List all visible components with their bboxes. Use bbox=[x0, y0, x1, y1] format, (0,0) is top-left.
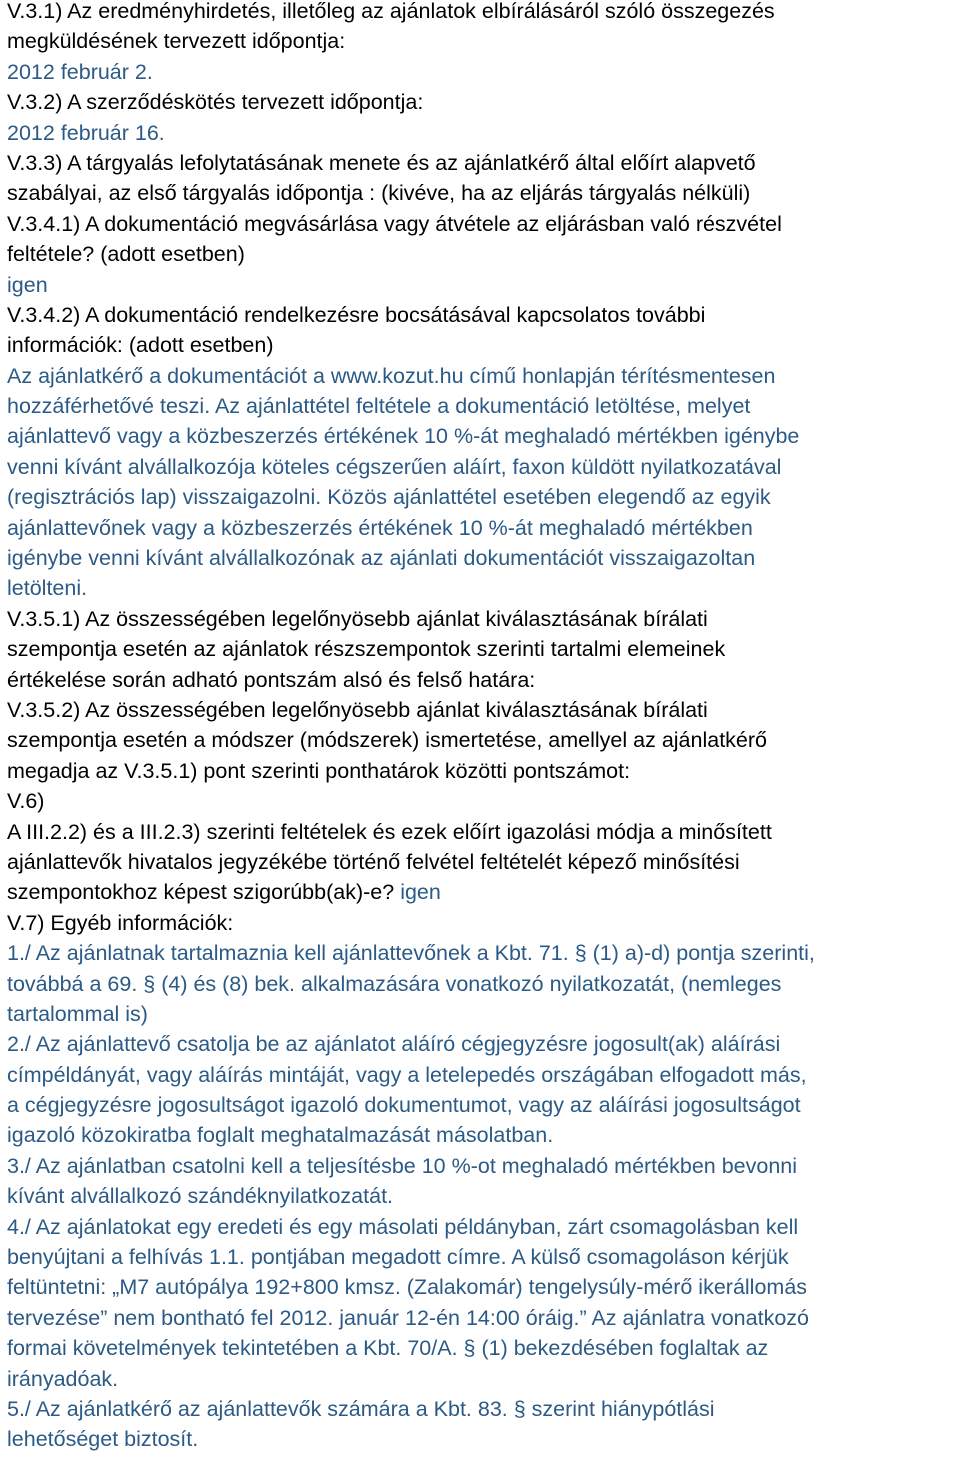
text-line bbox=[7, 695, 954, 725]
field-value: 2012 február 16. bbox=[7, 120, 165, 145]
text-line bbox=[7, 1029, 954, 1059]
field-value: Az ajánlatkérő a dokumentációt a www.kozut.hu című honlapján térítésmentesen bbox=[7, 363, 776, 388]
text-line bbox=[7, 300, 954, 330]
field-label: V.3.5.1) Az összességében legelőnyösebb ajánlat kiválasztásának bírálati bbox=[7, 606, 708, 631]
text-line bbox=[7, 543, 954, 573]
text-line bbox=[7, 513, 954, 543]
field-value: letölteni. bbox=[7, 576, 88, 601]
field-label: V.3.4.1) A dokumentáció megvásárlása vagy átvétele az eljárásban való részvétel bbox=[7, 211, 782, 236]
text-line bbox=[7, 421, 954, 451]
field-label: információk: (adott esetben) bbox=[7, 333, 274, 358]
field-value: hozzáférhetővé teszi. Az ajánlattétel feltétele a dokumentáció letöltése, melyet bbox=[7, 394, 751, 419]
field-label: A III.2.2) és a III.2.3) szerinti feltételek és ezek előírt igazolási módja a minősített bbox=[7, 819, 772, 844]
field-value: címpéldányát, vagy aláírás mintáját, vagy a letelepedés országában elfogadott más, bbox=[7, 1062, 807, 1087]
text-line bbox=[7, 573, 954, 603]
text-line bbox=[7, 1272, 954, 1302]
field-label: V.3.2) A szerződéskötés tervezett időpontja: bbox=[7, 90, 424, 115]
text-line bbox=[7, 604, 954, 634]
text-line bbox=[7, 26, 954, 56]
field-label: V.3.4.2) A dokumentáció rendelkezésre bocsátásával kapcsolatos további bbox=[7, 302, 706, 327]
field-value: formai követelmények tekintetében a Kbt. 70/A. § (1) bekezdésében foglaltak az bbox=[7, 1336, 769, 1361]
text-line bbox=[7, 391, 954, 421]
text-line bbox=[7, 908, 954, 938]
field-value: igen bbox=[400, 880, 441, 905]
text-line bbox=[7, 1303, 954, 1333]
field-label: szempontja esetén a módszer (módszerek) ismertetése, amellyel az ajánlatkérő bbox=[7, 728, 767, 753]
field-label: feltétele? (adott esetben) bbox=[7, 242, 245, 267]
field-value: tervezése” nem bontható fel 2012. január 12-én 14:00 óráig.” Az ajánlatra vonatkozó bbox=[7, 1305, 809, 1330]
text-line bbox=[7, 665, 954, 695]
field-value: 3./ Az ajánlatban csatolni kell a teljesítésbe 10 %-ot meghaladó mértékben bevonni bbox=[7, 1153, 798, 1178]
field-value: ajánlattevőnek vagy a közbeszerzés értékének 10 %-át meghaladó mértékben bbox=[7, 515, 753, 540]
field-label: szempontja esetén az ajánlatok részszempontok szerinti tartalmi elemeinek bbox=[7, 637, 726, 662]
text-line bbox=[7, 1242, 954, 1272]
field-label: V.3.1) Az eredményhirdetés, illetőleg az ajánlatok elbírálásáról szóló összegezés bbox=[7, 0, 775, 23]
text-line bbox=[7, 1181, 954, 1211]
text-line bbox=[7, 270, 954, 300]
text-line bbox=[7, 239, 954, 269]
text-line bbox=[7, 1364, 954, 1394]
text-line bbox=[7, 148, 954, 178]
field-value: 1./ Az ajánlatnak tartalmaznia kell ajánlattevőnek a Kbt. 71. § (1) a)-d) pontja szerinti, bbox=[7, 941, 815, 966]
text-line bbox=[7, 87, 954, 117]
field-value: (regisztrációs lap) visszaigazolni. Közös ajánlattétel esetében elegendő az egyik bbox=[7, 485, 771, 510]
text-line bbox=[7, 1333, 954, 1363]
text-line bbox=[7, 452, 954, 482]
field-value: venni kívánt alvállalkozója köteles cégszerűen aláírt, faxon küldött nyilatkozatával bbox=[7, 454, 782, 479]
field-value: a cégjegyzésre jogosultságot igazoló dokumentumot, vagy az aláírási jogosultságot bbox=[7, 1093, 801, 1118]
field-label: V.6) bbox=[7, 789, 45, 814]
text-line bbox=[7, 725, 954, 755]
text-line bbox=[7, 999, 954, 1029]
text-line bbox=[7, 634, 954, 664]
text-line bbox=[7, 1212, 954, 1242]
text-line bbox=[7, 209, 954, 239]
field-value: ajánlattevő vagy a közbeszerzés értékének 10 %-át meghaladó mértékben igénybe bbox=[7, 424, 800, 449]
field-label: szempontokhoz képest szigorúbb(ak)-e? bbox=[7, 880, 401, 905]
text-line bbox=[7, 1394, 954, 1424]
field-value: 4./ Az ajánlatokat egy eredeti és egy másolati példányban, zárt csomagolásban kell bbox=[7, 1214, 799, 1239]
text-line bbox=[7, 817, 954, 847]
field-label: értékelése során adható pontszám alsó és felső határa: bbox=[7, 667, 536, 692]
text-line bbox=[7, 847, 954, 877]
field-label: ajánlattevők hivatalos jegyzékébe történő felvétel feltételét képező minősítési bbox=[7, 849, 740, 874]
field-label: V.3.3) A tárgyalás lefolytatásának menete és az ajánlatkérő által előírt alapvető bbox=[7, 150, 756, 175]
field-value: benyújtani a felhívás 1.1. pontjában megadott címre. A külső csomagoláson kérjük bbox=[7, 1245, 789, 1270]
text-line bbox=[7, 1424, 954, 1454]
text-line bbox=[7, 0, 954, 26]
text-line bbox=[7, 877, 954, 907]
text-line bbox=[7, 969, 954, 999]
text-line bbox=[7, 1060, 954, 1090]
field-label: V.7) Egyéb információk: bbox=[7, 910, 234, 935]
field-label: V.3.5.2) Az összességében legelőnyösebb ajánlat kiválasztásának bírálati bbox=[7, 697, 708, 722]
field-value: tartalommal is) bbox=[7, 1001, 148, 1026]
field-value: feltüntetni: „M7 autópálya 192+800 kmsz. (Zalakomár) tengelysúly-mérő ikerállomás bbox=[7, 1275, 808, 1300]
text-line bbox=[7, 786, 954, 816]
text-line bbox=[7, 178, 954, 208]
text-line bbox=[7, 330, 954, 360]
field-value: lehetőséget biztosít. bbox=[7, 1427, 199, 1452]
field-value: igen bbox=[7, 272, 48, 297]
field-label: megadja az V.3.5.1) pont szerinti ponthatárok közötti pontszámot: bbox=[7, 758, 631, 783]
text-line bbox=[7, 57, 954, 87]
text-line bbox=[7, 1151, 954, 1181]
field-value: továbbá a 69. § (4) és (8) bek. alkalmazására vonatkozó nyilatkozatát, (nemleges bbox=[7, 971, 782, 996]
text-line bbox=[7, 1090, 954, 1120]
field-value: 5./ Az ajánlatkérő az ajánlattevők számára a Kbt. 83. § szerint hiánypótlási bbox=[7, 1396, 715, 1421]
text-line bbox=[7, 482, 954, 512]
field-value: irányadóak. bbox=[7, 1366, 119, 1391]
text-line bbox=[7, 361, 954, 391]
text-line bbox=[7, 938, 954, 968]
text-line bbox=[7, 118, 954, 148]
field-label: megküldésének tervezett időpontja: bbox=[7, 29, 346, 54]
field-value: igazoló közokiratba foglalt meghatalmazását másolatban. bbox=[7, 1123, 554, 1148]
text-line bbox=[7, 756, 954, 786]
field-value: kívánt alvállalkozó szándéknyilatkozatát. bbox=[7, 1184, 394, 1209]
field-value: 2./ Az ajánlattevő csatolja be az ajánlatot aláíró cégjegyzésre jogosult(ak) aláírási bbox=[7, 1032, 781, 1057]
field-label: szabályai, az első tárgyalás időpontja : (kivéve, ha az eljárás tárgyalás nélküli) bbox=[7, 181, 751, 206]
text-line bbox=[7, 1120, 954, 1150]
field-value: igénybe venni kívánt alvállalkozónak az ajánlati dokumentációt visszaigazoltan bbox=[7, 546, 756, 571]
field-value: 2012 február 2. bbox=[7, 59, 153, 84]
